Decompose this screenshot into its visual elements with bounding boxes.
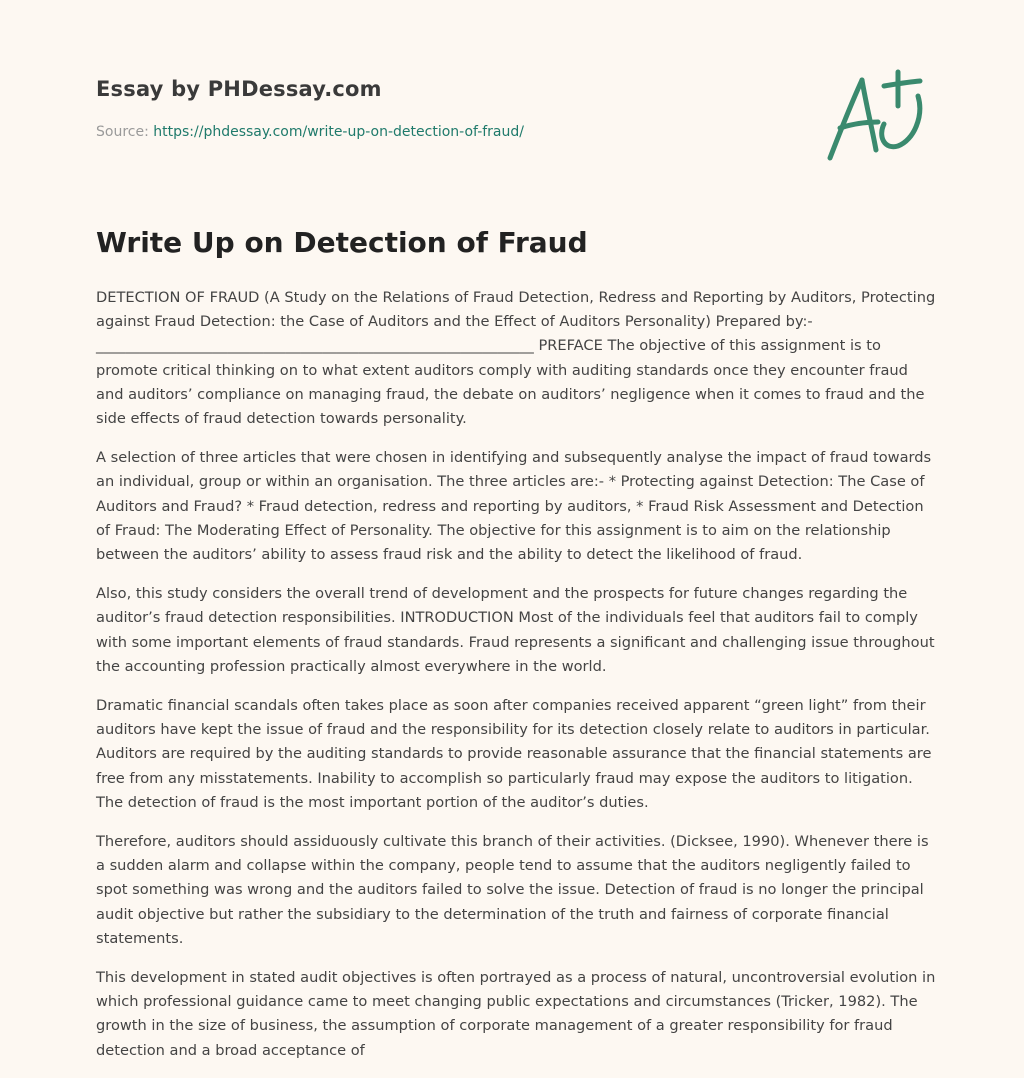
essay-paragraph: A selection of three articles that were chosen in identifying and subsequently analyse the impact of fraud towards an individual, group or within an organisation. The three articles are:- * Protecting against Detection: The Case of Auditors and Fraud? * Fraud detection, redress and reporting by auditors, * Fraud Risk Assessment and Detection of Fraud: The Moderating Effect of Personality. The objective for this assignment is to aim on the relationship between the auditors’ ability to assess fraud risk and the ability to detect the likelihood of fraud. xyxy=(96,449,932,564)
source-line xyxy=(96,124,524,140)
essay-paragraph: DETECTION OF FRAUD (A Study on the Relations of Fraud Detection, Redress and Reporting by Auditors, Protecting against Fraud Detection: the Case of Auditors and the Effect of Auditors Personality) Prepared by:- ____________________________________________________________ PREFACE The objective of this assignment is to promote critical thinking on to what extent auditors comply with auditing standards once they encounter fraud and auditors’ compliance on managing fraud, the debate on auditors’ negligence when it comes to fraud and the side effects of fraud detection towards personality. xyxy=(96,289,936,428)
essay-paragraph: Therefore, auditors should assiduously cultivate this branch of their activities. (Dicksee, 1990). Whenever there is a sudden alarm and collapse within the company, people tend to assume that the auditors negligently failed to spot something was wrong and the auditors failed to solve the issue. Detection of fraud is no longer the principal audit objective but rather the subsidiary to the determination of the truth and fairness of corporate financial statements. xyxy=(96,833,929,947)
essay-paragraph: Dramatic financial scandals often takes place as soon after companies received apparent “green light” from their auditors have kept the issue of fraud and the responsibility for its detection closely relate to auditors in particular. Auditors are required by the auditing standards to provide reasonable assurance that the financial statements are free from any misstatements. Inability to accomplish so particularly fraud may expose the auditors to litigation. The detection of fraud is the most important portion of the auditor’s duties. xyxy=(96,697,932,811)
essay-title: Write Up on Detection of Fraud xyxy=(96,226,588,259)
essay-paragraph: This development in stated audit objectives is often portrayed as a process of natural, uncontroversial evolution in which professional guidance came to meet changing public expectations and circumstances (Tricker, 1982). The growth in the size of business, the assumption of corporate management of a greater responsibility for fraud detection and a broad acceptance of xyxy=(96,969,936,1059)
essay-body xyxy=(96,286,936,1078)
source-link[interactable]: https://phdessay.com/write-up-on-detection-of-fraud/ xyxy=(153,124,524,140)
a-plus-logo-icon xyxy=(824,66,928,166)
source-label: Source: xyxy=(96,124,154,140)
essay-paragraph: Also, this study considers the overall trend of development and the prospects for future changes regarding the auditor’s fraud detection responsibilities. INTRODUCTION Most of the individuals feel that auditors fail to comply with some important elements of fraud standards. Fraud represents a significant and challenging issue throughout the accounting profession practically almost everywhere in the world. xyxy=(96,585,935,675)
site-brand: Essay by PHDessay.com xyxy=(96,77,382,101)
